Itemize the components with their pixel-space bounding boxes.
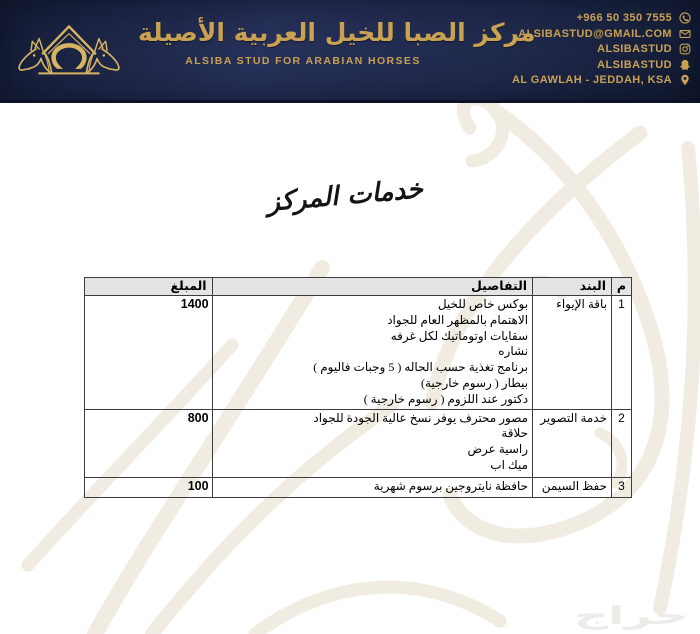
detail-line: دكتور عند اللزوم ( رسوم خارجية ) (363, 391, 529, 406)
page-title: خدمات المركز (265, 174, 425, 218)
haraj-watermark: حراج (573, 601, 688, 630)
brand-block (138, 14, 536, 67)
snapchat-icon (679, 59, 691, 71)
service-details (212, 477, 532, 497)
contact-row (512, 12, 691, 25)
column-header-amount: المبلغ (85, 278, 213, 296)
detail-line: راسية عرض (467, 442, 529, 457)
contact-text: ALSIBASTUD (597, 58, 672, 71)
instagram-icon (679, 43, 691, 55)
brand-title-arabic: مركز الصبا للخيل العربية الأصيلة (138, 18, 536, 47)
horse-head-left-icon (19, 39, 52, 74)
service-item: حفظ السيمن (533, 477, 612, 497)
header-banner (0, 0, 700, 103)
service-row (85, 409, 632, 477)
service-row (85, 477, 632, 497)
location-icon (679, 74, 691, 86)
contact-row (512, 28, 691, 41)
detail-line: ميك اب (490, 457, 529, 472)
brand-title-english: ALSIBA STUD FOR ARABIAN HORSES (185, 55, 421, 67)
detail-line: بوكس خاص للخيل (437, 297, 529, 311)
column-header-item: البند (533, 278, 612, 296)
detail-line: سقايات اوتوماتيك لكل غرفه (390, 328, 529, 343)
service-item: خدمة التصوير (533, 409, 612, 477)
column-header-number: م (612, 278, 632, 296)
contact-row (512, 74, 691, 87)
services-table (84, 277, 632, 498)
detail-line: بيطار ( رسوم خارجية) (420, 375, 529, 390)
content-area (0, 103, 700, 634)
detail-line: نشاره (498, 344, 529, 359)
contact-row (512, 59, 691, 72)
service-amount: 100 (85, 477, 213, 497)
contact-text: ALSIBASTUD (597, 43, 672, 56)
detail-line: الاهتمام بالمظهر العام للجواد (387, 312, 529, 327)
service-amount: 1400 (85, 296, 213, 410)
service-amount: 800 (85, 409, 213, 477)
whatsapp-icon (679, 12, 691, 24)
service-number: 1 (612, 296, 632, 410)
contact-row (512, 43, 691, 56)
table-header-row (85, 278, 632, 296)
detail-line: مصور محترف يوفر نسخ عالية الجودة للجواد (313, 410, 529, 425)
detail-line: برنامج تغذية حسب الحاله ( 5 وجبات فاليوم ) (313, 360, 529, 375)
service-row (85, 296, 632, 410)
service-details (212, 296, 532, 410)
service-number: 3 (612, 477, 632, 497)
contact-text: +966 50 350 7555 (576, 12, 672, 25)
detail-line: حافظة نايتروجين برسوم شهرية (373, 478, 529, 493)
email-icon (679, 28, 691, 40)
stud-logo-icon (12, 11, 126, 87)
horse-head-right-icon (86, 39, 119, 74)
column-header-details: التفاصيل (212, 278, 532, 296)
detail-line: حلاقة (501, 426, 529, 441)
service-number: 2 (612, 409, 632, 477)
service-details (212, 409, 532, 477)
contact-list (512, 12, 691, 87)
contact-text: ALSIBASTUD@GMAIL.COM (518, 27, 672, 40)
service-item: باقة الإيواء (533, 296, 612, 410)
contact-text: AL GAWLAH - JEDDAH, KSA (512, 74, 672, 87)
